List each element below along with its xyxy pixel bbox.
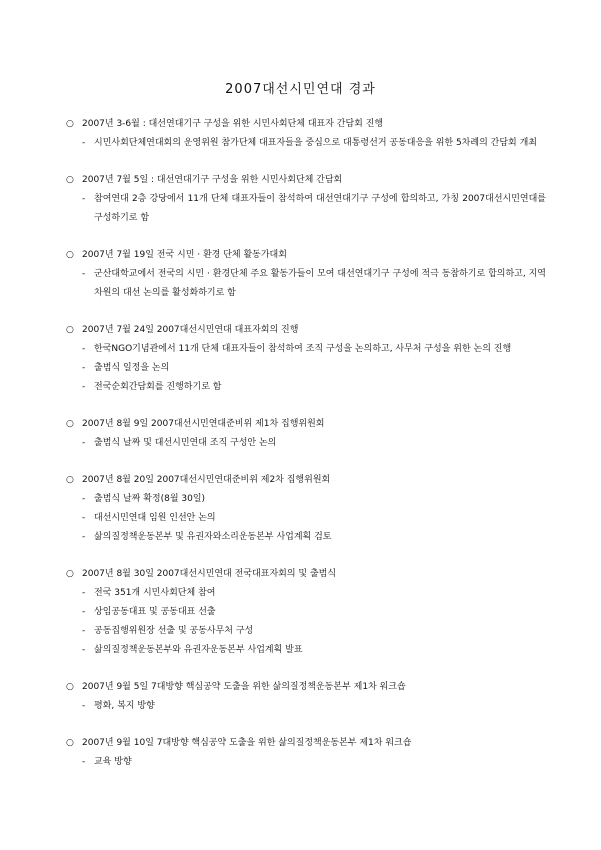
section-heading-text: 2007년 7월 24일 2007대선시민연대 대표자회의 진행 [82,325,299,335]
section-heading-text: 2007년 3-6월 : 대선연대기구 구성을 위한 시민사회단체 대표자 간담회 진행 [82,119,384,129]
dash-bullet-icon: - [82,269,86,279]
list-item-text: 대선시민연대 임원 인선안 논의 [94,513,216,523]
list-item [66,340,546,359]
section-items [66,584,546,660]
dash-bullet-icon: - [82,607,86,617]
timeline-section [66,172,546,228]
section-items [66,490,546,547]
circle-bullet-icon: ○ [66,738,74,748]
section-heading [66,735,546,751]
list-item [66,641,546,660]
circle-bullet-icon: ○ [66,475,74,485]
timeline-section [66,472,546,547]
document-title: 2007대선시민연대 경과 [225,82,376,97]
section-heading [66,247,546,263]
dash-bullet-icon: - [82,645,86,655]
dash-bullet-icon: - [82,382,86,392]
section-heading-text: 2007년 8월 30일 2007대선시민연대 전국대표자회의 및 출범식 [82,569,337,579]
section-items [66,753,546,772]
list-item [66,378,546,397]
list-item [66,265,546,303]
list-item [66,697,546,716]
section-items [66,697,546,716]
list-item [66,584,546,603]
dash-bullet-icon: - [82,532,86,542]
list-item [66,190,546,228]
timeline-section [66,679,546,716]
dash-bullet-icon: - [82,494,86,504]
list-item-text: 시민사회단체연대회의 운영위원 참가단체 대표자들을 중심으로 대통령선거 공동대응을 위한 5차례의 간담회 개최 [94,138,537,148]
list-item-text: 전국순회간담회를 진행하기로 함 [94,382,222,392]
list-item [66,622,546,641]
list-item [66,434,546,453]
timeline-section [66,566,546,660]
timeline-section [66,322,546,397]
list-item-text: 삶의질정책운동본부와 유권자운동본부 사업계획 발표 [94,645,303,655]
list-item-text: 참여연대 2층 강당에서 11개 단체 대표자들이 참석하여 대선연대기구 구성에 합의하고, 가칭 2007대선시민연대를 구성하기로 함 [94,194,546,223]
list-item [66,134,546,153]
dash-bullet-icon: - [82,701,86,711]
section-items [66,134,546,153]
section-heading [66,679,546,695]
section-heading-text: 2007년 7월 5일 : 대선연대기구 구성을 위한 시민사회단체 간담회 [82,175,343,185]
list-item [66,528,546,547]
dash-bullet-icon: - [82,626,86,636]
section-heading [66,322,546,338]
section-items [66,190,546,228]
timeline-section [66,735,546,772]
timeline-section [66,116,546,153]
section-heading-text: 2007년 7월 19일 전국 시민 · 환경 단체 활동가대회 [82,250,287,260]
circle-bullet-icon: ○ [66,569,74,579]
section-heading-text: 2007년 9월 5일 7대방향 핵심공약 도출을 위한 삶의질정책운동본부 제1차 워크숍 [82,682,406,692]
section-items [66,265,546,303]
section-heading-text: 2007년 8월 9일 2007대선시민연대준비위 제1차 집행위원회 [82,419,325,429]
dash-bullet-icon: - [82,438,86,448]
dash-bullet-icon: - [82,513,86,523]
list-item-text: 공동집행위원장 선출 및 공동사무처 구성 [94,626,254,636]
circle-bullet-icon: ○ [66,250,74,260]
dash-bullet-icon: - [82,138,86,148]
list-item-text: 출범식 날짜 확정(8월 30일) [94,494,206,504]
list-item-text: 한국NGO기념관에서 11개 단체 대표자들이 참석하여 조직 구성을 논의하고, 사무처 구성을 위한 논의 진행 [94,344,512,354]
list-item-text: 교육 방향 [94,757,132,767]
timeline-section [66,416,546,453]
dash-bullet-icon: - [82,363,86,373]
list-item [66,509,546,528]
section-heading [66,172,546,188]
circle-bullet-icon: ○ [66,419,74,429]
list-item [66,359,546,378]
circle-bullet-icon: ○ [66,325,74,335]
list-item-text: 출범식 일정을 논의 [94,363,170,373]
timeline-section [66,247,546,303]
section-heading [66,416,546,432]
timeline-sections [66,116,546,791]
list-item [66,603,546,622]
dash-bullet-icon: - [82,757,86,767]
dash-bullet-icon: - [82,344,86,354]
section-heading-text: 2007년 8월 20일 2007대선시민연대준비위 제2차 집행위원회 [82,475,331,485]
section-heading [66,472,546,488]
list-item-text: 삶의질정책운동본부 및 유권자와소리운동본부 사업계획 검토 [94,532,332,542]
section-items [66,340,546,397]
list-item [66,490,546,509]
list-item-text: 출범식 날짜 및 대선시민연대 조직 구성안 논의 [94,438,277,448]
dash-bullet-icon: - [82,194,86,204]
section-items [66,434,546,453]
section-heading [66,566,546,582]
dash-bullet-icon: - [82,588,86,598]
circle-bullet-icon: ○ [66,682,74,692]
section-heading [66,116,546,132]
list-item-text: 군산대학교에서 전국의 시민 · 환경단체 주요 활동가들이 모여 대선연대기구 구성에 적극 동참하기로 합의하고, 지역차원의 대선 논의를 활성화하기로 함 [94,269,546,298]
list-item-text: 상임공동대표 및 공동대표 선출 [94,607,216,617]
list-item [66,753,546,772]
list-item-text: 전국 351개 시민사회단체 참여 [94,588,216,598]
section-heading-text: 2007년 9월 10일 7대방향 핵심공약 도출을 위한 삶의질정책운동본부 제1차 워크숍 [82,738,412,748]
list-item-text: 평화, 복지 방향 [94,701,155,711]
circle-bullet-icon: ○ [66,119,74,129]
circle-bullet-icon: ○ [66,175,74,185]
